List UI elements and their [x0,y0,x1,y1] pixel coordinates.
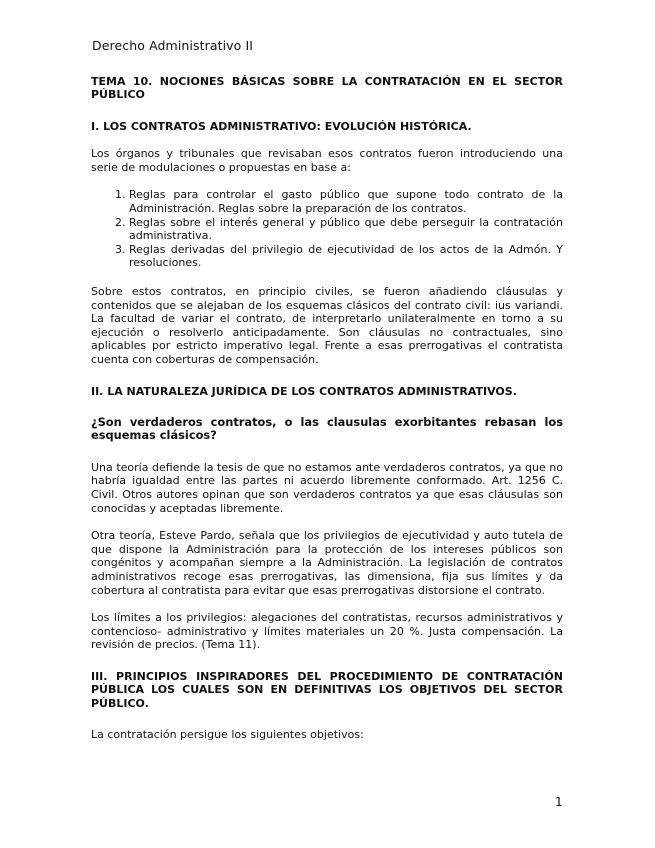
section-1-intro: Los órganos y tribunales que revisaban esos contratos fueron introduciendo una serie de modulaciones o propuestas en base a: [91,147,563,174]
page-number: 1 [555,795,563,809]
section-3-intro: La contratación persigue los siguientes objetivos: [91,728,364,742]
section-3-heading: III. PRINCIPIOS INSPIRADORES DEL PROCEDIMIENTO DE CONTRATACIÓN PÚBLICA LOS CUALES SON EN DEFINITIVAS LOS OBJETIVOS DEL SECTOR PÚBLICO. [91,669,563,710]
section-1-list [91,188,563,270]
section-1-paragraph: Sobre estos contratos, en principio civiles, se fueron añadiendo cláusulas y contenidos que se alejaban de los esquemas clásicos del contrato civil: ius variandi. La facultad de variar el contrato, de interpretarlo unilateralmente en torno a su ejecución o resolverlo anticipadamente. Son cláusulas no contractuales, sino aplicables por estricto imperativo legal. Frente a esas prerrogativas el contratista cuenta con coberturas de compensación. [91,284,563,366]
section-2-paragraph-2: Otra teoría, Esteve Pardo, señala que los privilegios de ejecutividad y auto tutela de que dispone la Administración para la protección de los intereses públicos son congénitos y acompañan siempre a la Administración. La legislación de contratos administrativos recoge esas prerrogativas, las dimensiona, fija sus límites y da cobertura al contratista para evitar que esas prerrogativas distorsione el contrato. [91,529,563,597]
list-item: 2. Reglas sobre el interés general y público que debe perseguir la contratación administrativa. [129,216,563,243]
section-2-paragraph-1: Una teoría defiende la tesis de que no estamos ante verdaderos contratos, ya que no habría igualdad entre las partes ni acuerdo libremente conformado. Art. 1256 C. Civil. Otros autores opinan que son verdaderos contratos ya que esas cláusulas son conocidas y aceptadas libremente. [91,460,563,515]
document-body [91,75,563,742]
section-1-heading: I. LOS CONTRATOS ADMINISTRATIVO: EVOLUCIÓN HISTÓRICA. [91,119,472,133]
section-2-heading: II. LA NATURALEZA JURÍDICA DE LOS CONTRATOS ADMINISTRATIVOS. [91,384,517,398]
section-2-paragraph-3: Los límites a los privilegios: alegaciones del contratistas, recursos administrativos y contencioso- administrativo y límites materiales un 20 %. Justa compensación. La revisión de precios. (Tema 11). [91,611,563,652]
section-2-question: ¿Son verdaderos contratos, o las clausulas exorbitantes rebasan los esquemas clásicos? [91,414,563,443]
list-item: 1. Reglas para controlar el gasto público que supone todo contrato de la Administración. Reglas sobre la preparación de los contratos. [129,188,563,215]
running-header: Derecho Administrativo II [92,38,254,53]
tema-title: TEMA 10. NOCIONES BÁSICAS SOBRE LA CONTRATACIÓN EN EL SECTOR PÚBLICO [91,75,563,102]
list-item: 3. Reglas derivadas del privilegio de ejecutividad de los actos de la Admón. Y resoluciones. [129,243,563,270]
